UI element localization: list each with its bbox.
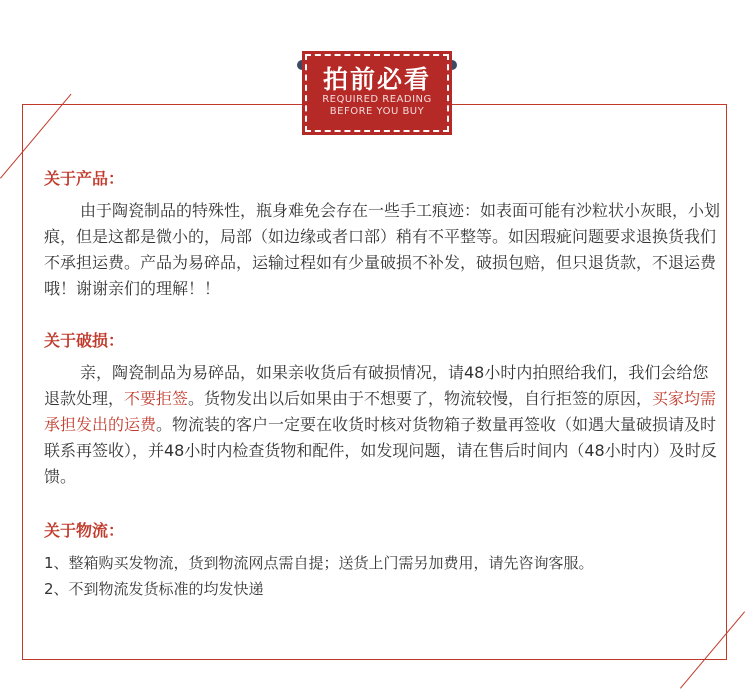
damage-section <box>44 330 720 490</box>
product-heading: 关于产品： <box>44 169 125 188</box>
list-item: 1、整箱购买发物流，货到物流网点需自提；送货上门需另加费用，请先咨询客服。 <box>44 554 594 572</box>
banner-title: 拍前必看 <box>322 65 431 94</box>
logistics-heading: 关于物流： <box>44 521 125 540</box>
damage-body-part1: 亲，陶瓷制品为易碎品，如果亲收货后有破损情况，请48小时内拍照给我们，我们会给您退款处理， <box>44 363 709 408</box>
banner-subtitle-line2: BEFORE YOU BUY <box>329 106 425 117</box>
list-item: 2、不到物流发货标准的均发快递 <box>44 580 264 598</box>
banner-tag <box>305 54 449 132</box>
damage-body-part3: 。物流装的客户一定要在收货时核对货物箱子数量再签收（如遇大量破损请及时联系再签收），并48小时内检查货物和配件，如发现问题，请在售后时间内（48小时内）及时反馈。 <box>44 415 717 486</box>
banner-subtitle-line1: REQUIRED READING <box>322 94 432 105</box>
damage-body-part2: 。货物发出以后如果由于不想要了，物流较慢，自行拒签的原因， <box>188 389 653 408</box>
banner <box>297 52 457 140</box>
damage-heading: 关于破损： <box>44 331 125 350</box>
product-body <box>44 198 720 302</box>
product-body-text: 由于陶瓷制品的特殊性，瓶身难免会存在一些手工痕迹：如表面可能有沙粒状小灰眼，小划痕，但是这都是微小的，局部（如边缘或者口部）稍有不平整等。如因瑕疵问题要求退换货我们不承担运费。产品为易碎品，运输过程如有少量破损不补发，破损包赔，但只退货款，不退运费哦！谢谢亲们的理解！！ <box>44 201 721 298</box>
logistics-list <box>44 550 720 602</box>
logistics-section <box>44 520 720 602</box>
damage-body <box>44 360 720 490</box>
product-section <box>44 168 720 302</box>
damage-warning-no-refusal: 不要拒签 <box>124 389 189 408</box>
damage-warning-shipping-fee: 买家均需承担发出的运费 <box>44 389 717 434</box>
